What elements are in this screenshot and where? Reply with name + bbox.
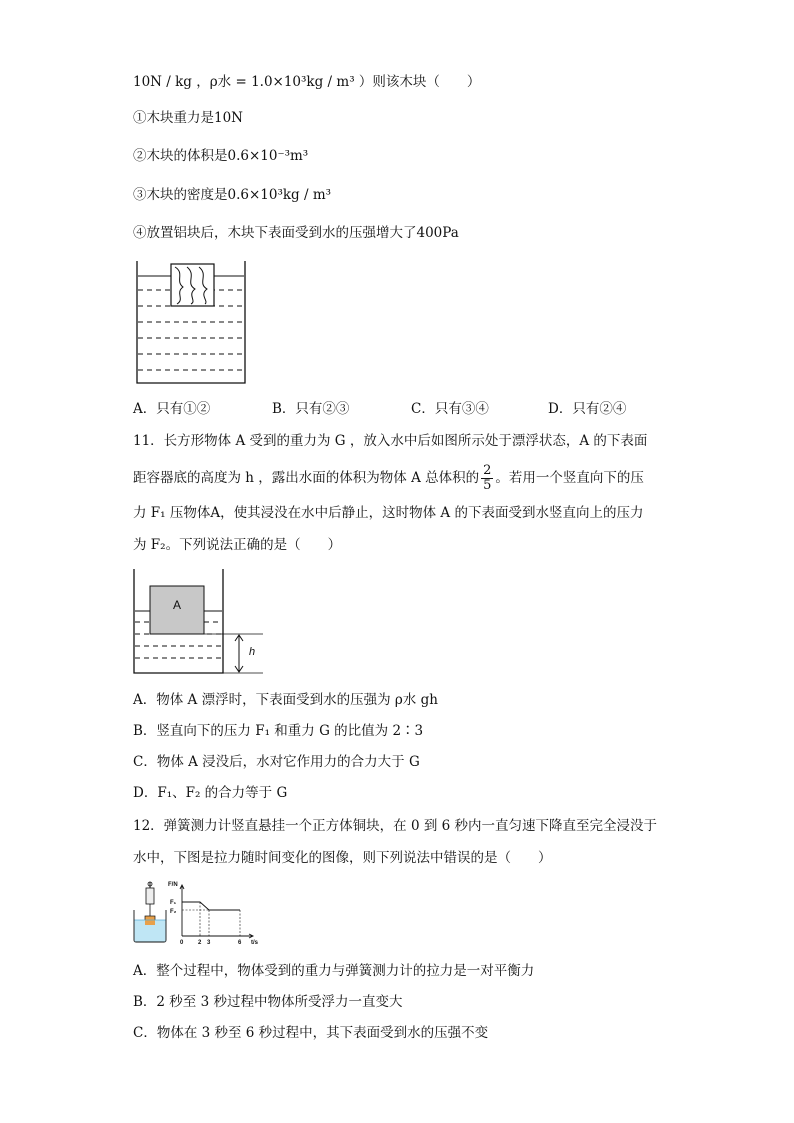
q10-statement-3: ③木块的密度是0.6×10³kg / m³ <box>133 187 332 203</box>
q11-fraction <box>481 464 493 493</box>
q11-option-d[interactable]: D．F₁、F₂ 的合力等于 G <box>133 785 288 801</box>
graph-x-axis-label: t/s <box>251 940 259 946</box>
q12-option-b[interactable]: B．2 秒至 3 秒过程中物体所受浮力一直变大 <box>133 994 403 1010</box>
q11-height-label: h <box>249 646 256 658</box>
q11-option-a[interactable]: A．物体 A 漂浮时，下表面受到水的压强为 ρ水 gh <box>133 692 438 708</box>
q11-fraction-numerator: 2 <box>483 463 492 478</box>
graph-y-axis-label: F/N <box>168 882 178 888</box>
graph-tick-6: 6 <box>238 940 242 946</box>
q10-statement-4: ④放置铝块后，木块下表面受到水的压强增大了400Pa <box>133 225 459 241</box>
q12-line-2: 水中，下图是拉力随时间变化的图像，则下列说法中错误的是（ ） <box>133 850 552 866</box>
graph-f2-label: F₂ <box>170 909 177 915</box>
q11-option-c[interactable]: C．物体 A 浸没后，水对它作用力的合力大于 G <box>133 754 420 770</box>
q10-option-b[interactable]: B．只有②③ <box>272 401 350 417</box>
q12-option-a[interactable]: A．整个过程中，物体受到的重力与弹簧测力计的拉力是一对平衡力 <box>133 963 535 979</box>
q10-statement-2: ②木块的体积是0.6×10⁻³m³ <box>133 148 309 164</box>
q11-line-2 <box>133 464 644 493</box>
q11-line-4: 为 F₂。下列说法正确的是（ ） <box>133 537 342 553</box>
q11-figure-container <box>131 567 267 677</box>
q10-option-c[interactable]: C．只有③④ <box>411 401 489 417</box>
q11-line-2a: 距容器底的高度为 h ，露出水面的体积为物体 A 总体积的 <box>133 470 480 486</box>
graph-tick-3: 3 <box>207 940 211 946</box>
q10-intro: 10N / kg ，ρ水 = 1.0×10³kg / m³ ）则该木块（ ） <box>133 74 481 90</box>
graph-tick-0: 0 <box>180 940 184 946</box>
q12-line-1: 12．弹簧测力计竖直悬挂一个正方体铜块，在 0 到 6 秒内一直匀速下降直至完全浸没于 <box>133 818 658 834</box>
q11-option-b[interactable]: B．竖直向下的压力 F₁ 和重力 G 的比值为 2∶3 <box>133 723 424 739</box>
q11-block-label: A <box>172 598 182 612</box>
q11-line-3: 力 F₁ 压物体A，使其浸没在水中后静止，这时物体 A 的下表面受到水竖直向上的压力 <box>133 505 644 521</box>
q11-line-1: 11．长方形物体 A 受到的重力为 G ，放入水中后如图所示处于漂浮状态，A 的下表面 <box>133 433 648 449</box>
q11-fraction-denominator: 5 <box>483 478 492 493</box>
q11-line-2b: 。若用一个竖直向下的压 <box>495 470 644 486</box>
q10-option-a[interactable]: A．只有①② <box>133 401 211 417</box>
q10-option-d[interactable]: D．只有②④ <box>548 401 627 417</box>
q12-option-c[interactable]: C．物体在 3 秒至 6 秒过程中，其下表面受到水的压强不变 <box>133 1025 489 1041</box>
q12-force-time-graph <box>165 878 265 948</box>
graph-tick-2: 2 <box>198 940 202 946</box>
q10-statement-1: ①木块重力是10N <box>133 110 243 126</box>
q10-figure-container <box>135 259 249 386</box>
graph-f1-label: F₁ <box>170 900 177 906</box>
